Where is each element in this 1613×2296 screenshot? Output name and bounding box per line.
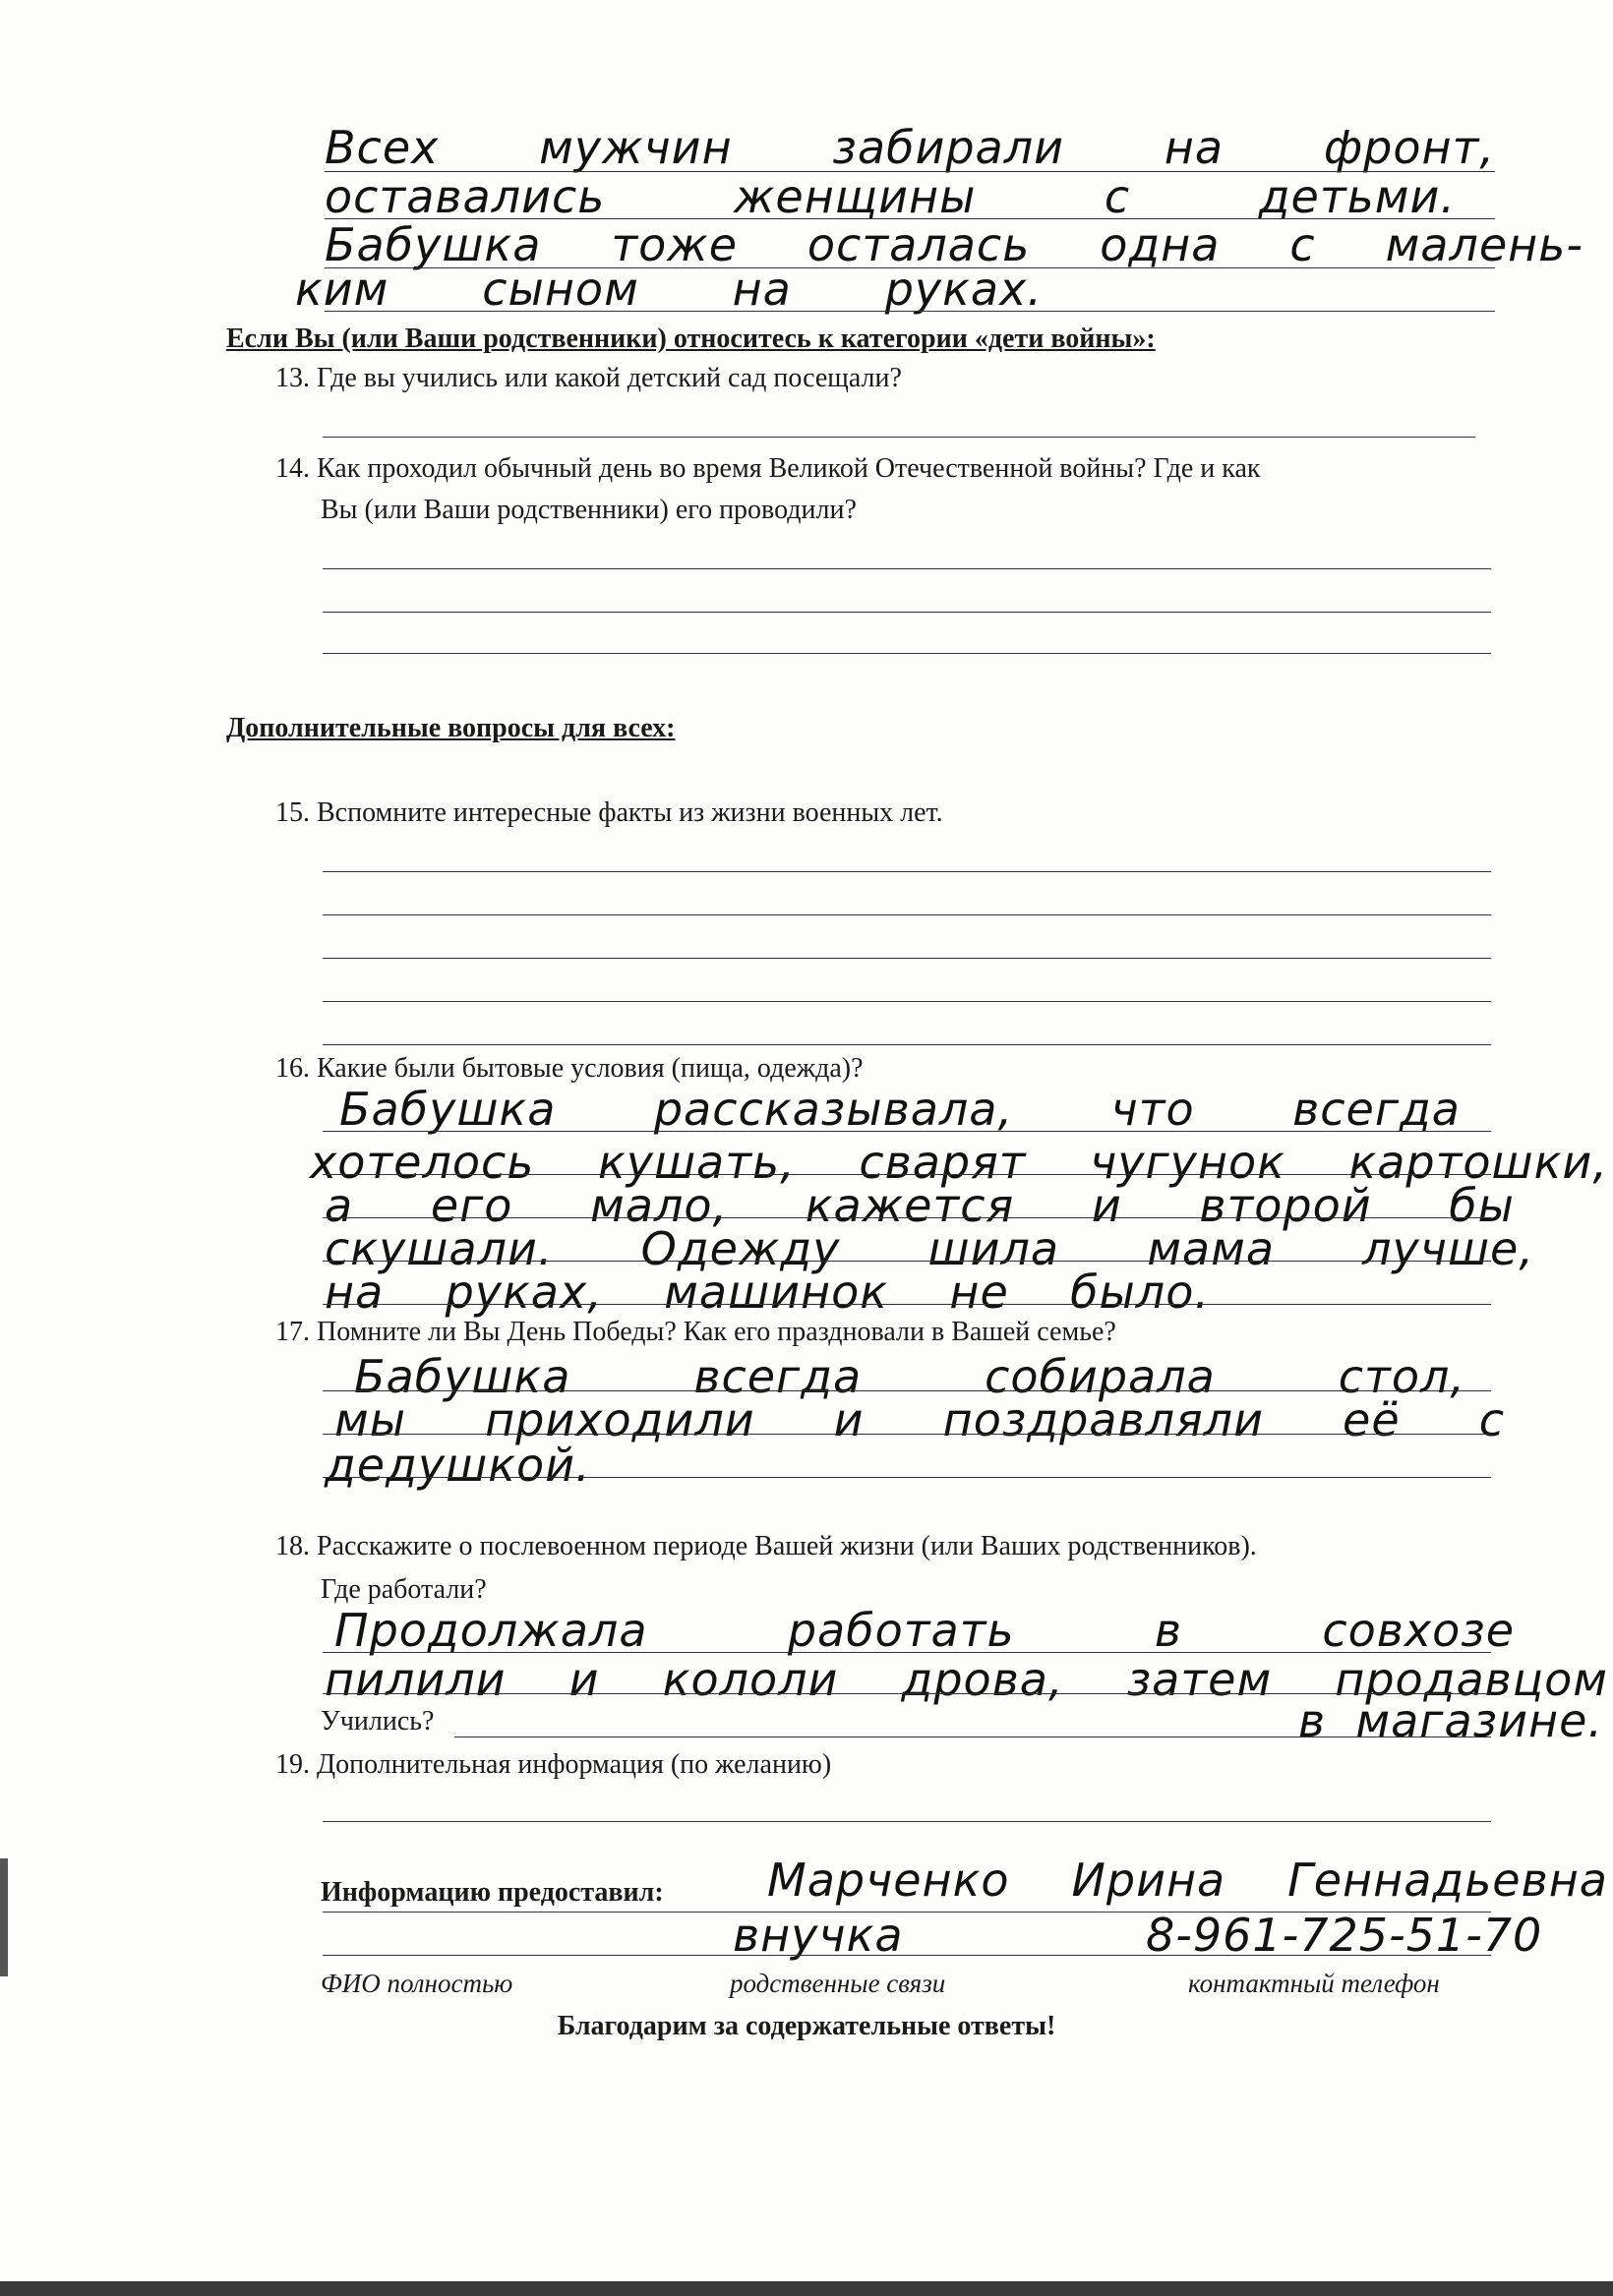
question-16: 16. Какие были бытовые условия (пища, одежда)? (275, 1053, 864, 1084)
question-13: 13. Где вы учились или какой детский сад посещали? (275, 363, 902, 393)
answer-rule (323, 568, 1491, 569)
handwritten-answer-line: на руках, машинок не было. (325, 1266, 1210, 1319)
handwritten-answer-line: пилили и кололи дрова, затем продавцом (325, 1653, 1608, 1706)
informant-relation: внучка (733, 1909, 904, 1962)
handwritten-answer-line: хотелось кушать, сварят чугунок картошки, (310, 1136, 1608, 1189)
answer-rule (323, 1477, 1491, 1478)
question-19: 19. Дополнительная информация (по желанию) (275, 1749, 832, 1780)
answer-rule (323, 958, 1491, 959)
answer-rule (323, 1217, 1491, 1218)
handwritten-answer-line: мы приходили и поздравляли её с (334, 1393, 1505, 1446)
answer-rule (323, 1434, 1491, 1435)
question-14-line-1: 14. Как проходил обычный день во время Великой Отечественной войны? Где и как (275, 453, 1261, 484)
answer-rule (323, 437, 1475, 438)
answer-rule (323, 1261, 1491, 1262)
studied-label: Учились? (321, 1706, 435, 1737)
question-18-line-1: 18. Расскажите о послевоенном периоде Вашей жизни (или Ваших родственников). (275, 1531, 1257, 1561)
question-15: 15. Вспомните интересные факты из жизни военных лет. (275, 797, 943, 828)
question-14-line-2: Вы (или Ваши родственники) его проводили? (321, 495, 857, 525)
answer-rule (323, 1174, 1491, 1175)
informant-label: Информацию предоставил: (321, 1877, 664, 1908)
question-18-line-2: Где работали? (321, 1574, 487, 1605)
answer-rule (323, 1044, 1491, 1045)
handwritten-answer-line: Бабушка рассказывала, что всегда (339, 1083, 1461, 1136)
handwritten-answer-line: Бабушка тоже осталась одна с малень- (325, 218, 1583, 271)
answer-rule (323, 1131, 1491, 1132)
answer-rule (323, 1001, 1491, 1002)
handwritten-answer-line: Всех мужчин забирали на фронт, (325, 121, 1495, 174)
handwritten-answer-line: ким сыном на руках. (295, 263, 1043, 316)
answer-rule (323, 612, 1491, 613)
thanks-line: Благодарим за содержательные ответы! (557, 2011, 1056, 2041)
informant-name: Марченко Ирина Геннадьевна (767, 1854, 1608, 1907)
answer-rule (323, 1821, 1491, 1822)
answer-rule (323, 914, 1491, 915)
informant-phone: 8-961-725-51-70 (1146, 1909, 1543, 1962)
handwritten-answer-line: дедушкой. (325, 1439, 591, 1492)
answer-rule (323, 653, 1491, 654)
scan-bottom-edge (0, 2281, 1613, 2296)
handwritten-answer-line: скушали. Одежду шила мама лучше, (325, 1222, 1534, 1275)
answer-rule (323, 1304, 1491, 1305)
handwritten-answer-line: оставались женщины с детьми. (325, 170, 1456, 223)
handwritten-answer-line: в магазине. (1298, 1694, 1603, 1747)
answer-rule (323, 1955, 1491, 1956)
answer-rule (325, 311, 1495, 312)
answer-rule (323, 871, 1491, 872)
handwritten-answer-line: Бабушка всегда собирала стол, (354, 1350, 1465, 1403)
section-heading-children-of-war: Если Вы (или Ваши родственники) относитесь к категории «дети войны»: (226, 324, 1156, 354)
handwritten-answer-line: а его мало, кажется и второй бы (325, 1179, 1515, 1232)
handwritten-answer-line: Продолжала работать в совхозе (334, 1604, 1515, 1657)
caption-fio: ФИО полностью (321, 1969, 513, 1998)
question-17: 17. Помните ли Вы День Победы? Как его праздновали в Вашей семье? (275, 1317, 1116, 1347)
section-heading-extra-questions: Дополнительные вопросы для всех: (226, 713, 676, 743)
caption-phone: контактный телефон (1188, 1969, 1440, 1998)
scan-edge-mark (0, 1858, 8, 1976)
answer-rule (323, 1390, 1491, 1391)
caption-relation: родственные связи (730, 1969, 946, 1998)
